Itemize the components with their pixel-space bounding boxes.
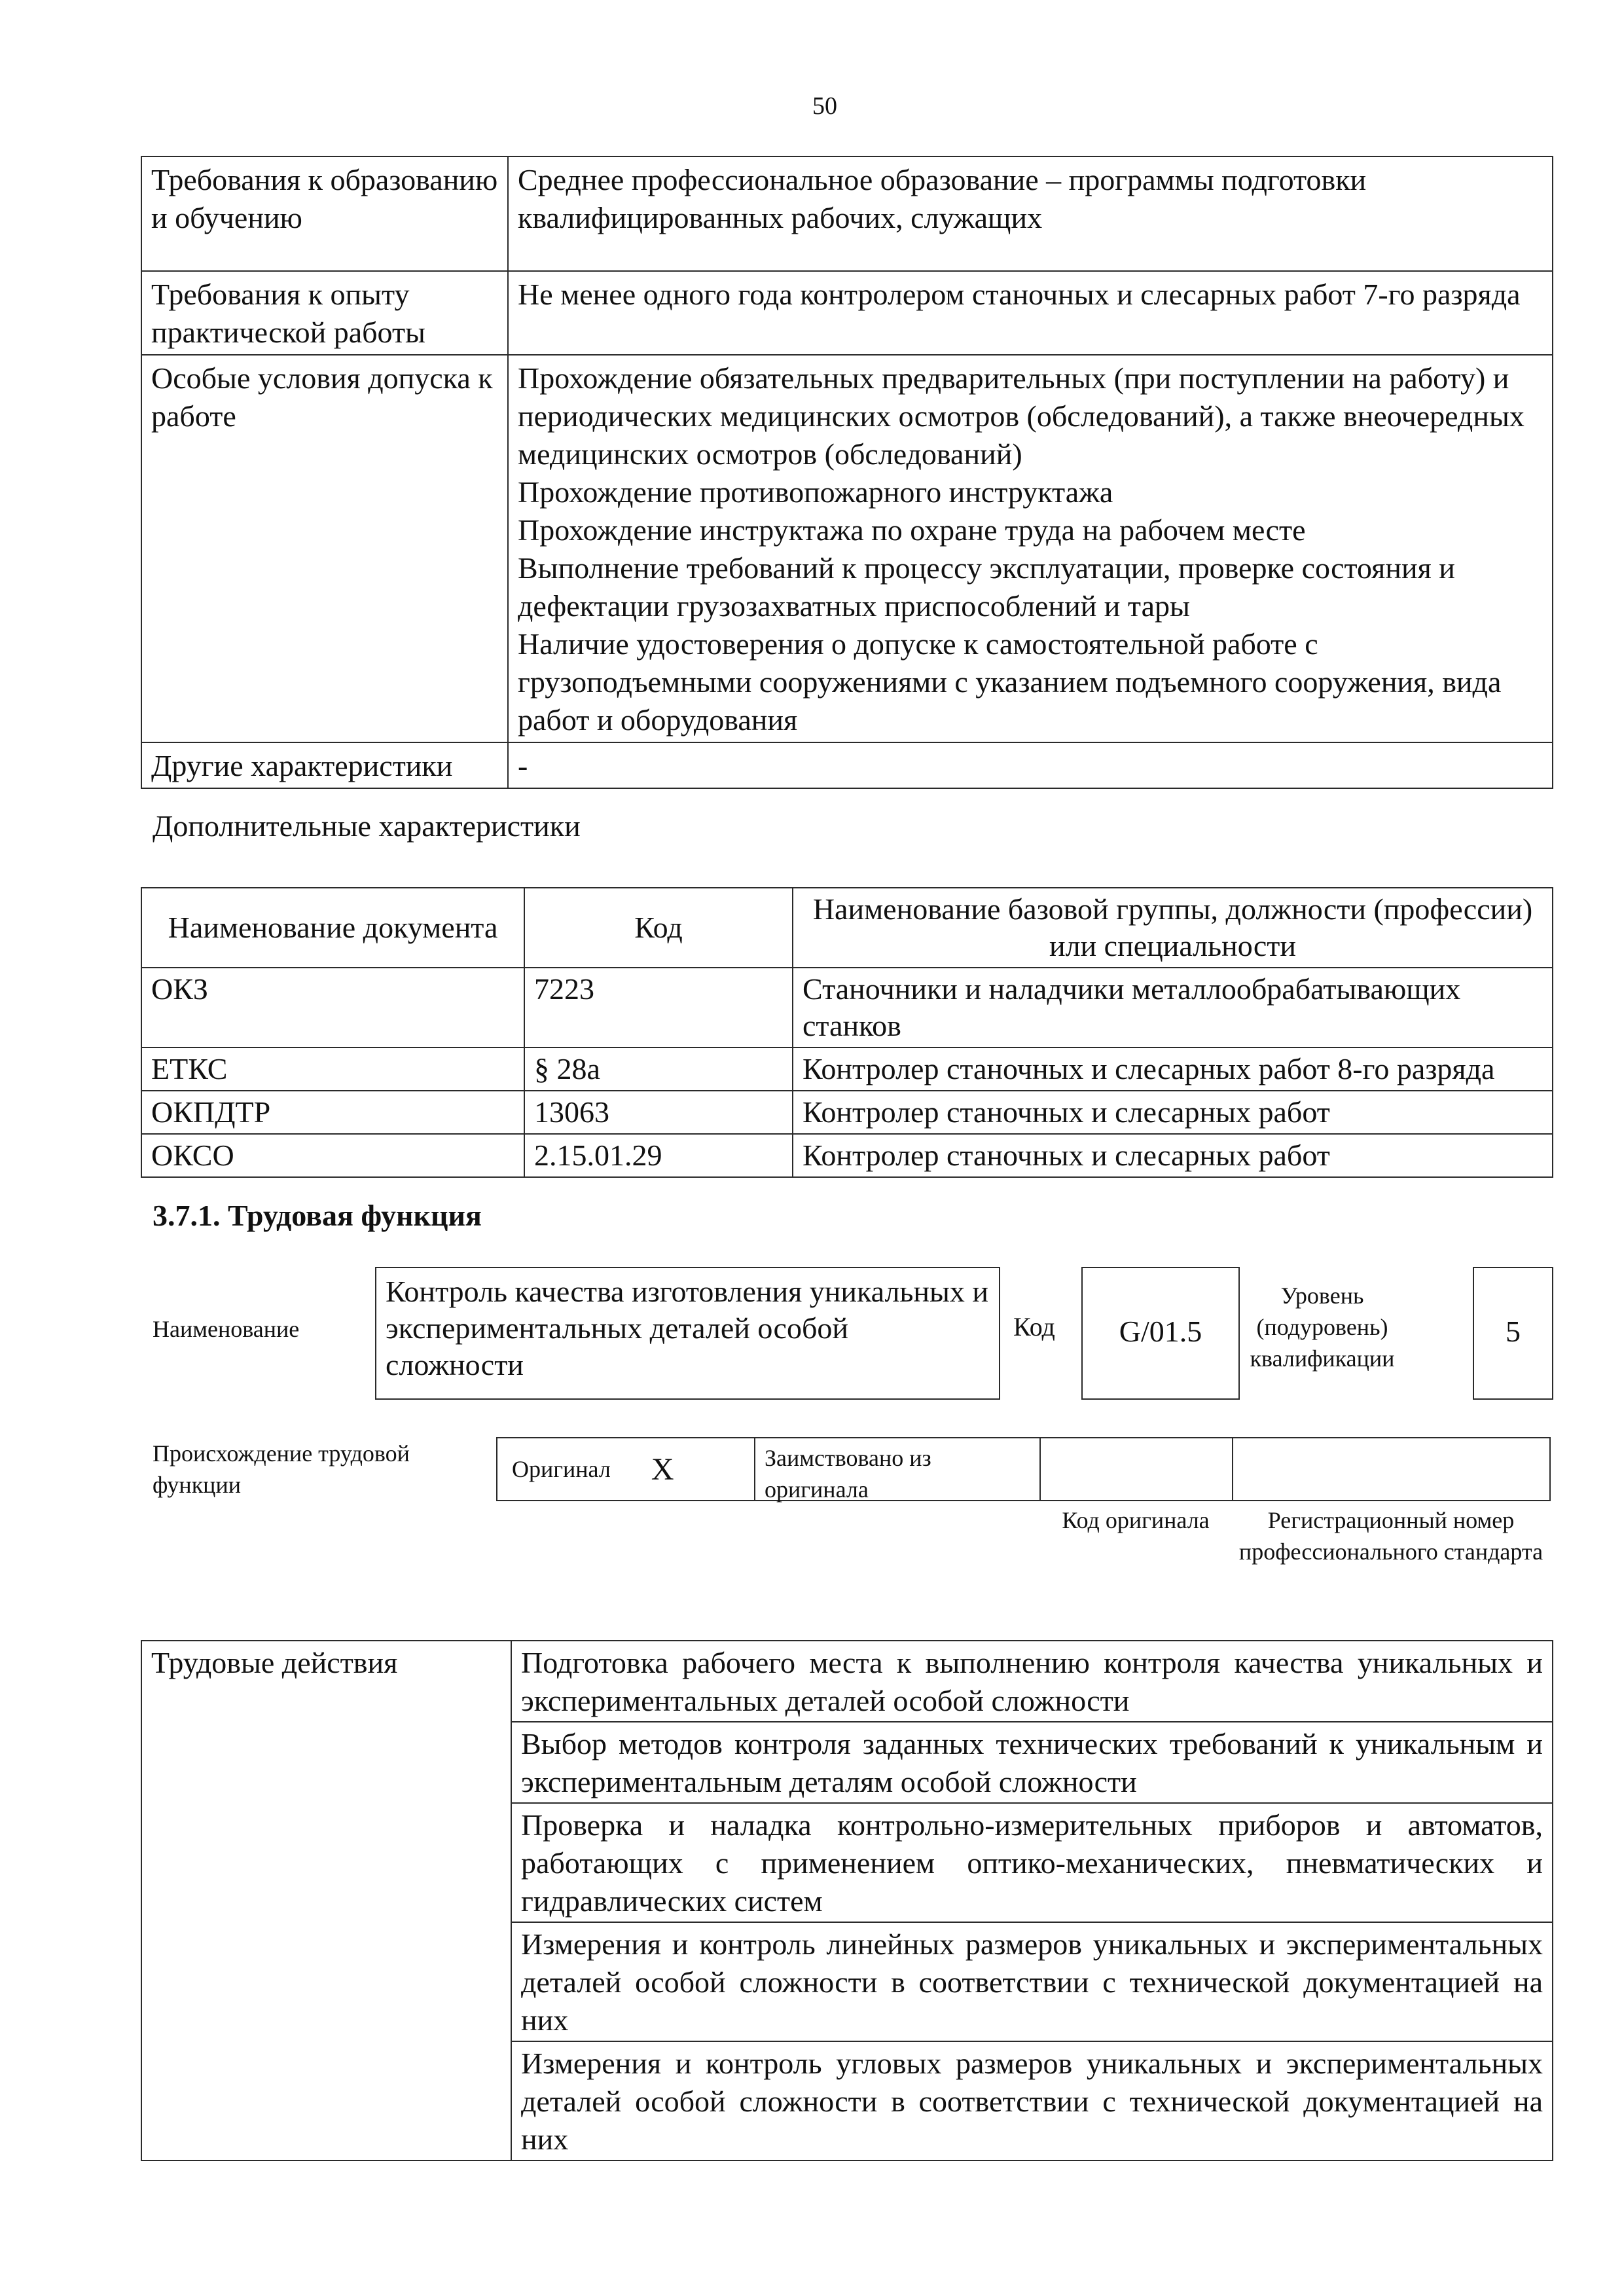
table-row (141, 968, 1553, 1048)
table-cell: ОКПДТР (141, 1091, 524, 1134)
row-value (508, 271, 1553, 355)
reg-number-cell (1232, 1437, 1551, 1501)
section-title: 3.7.1. Трудовая функция (153, 1199, 482, 1232)
table-cell: 2.15.01.29 (524, 1134, 793, 1177)
table-row (141, 1134, 1553, 1177)
table-row (141, 355, 1553, 742)
header-cell: Код (524, 888, 793, 968)
reg-number-label: Регистрационный номер профессионального стандарта (1238, 1507, 1543, 1565)
function-code-box: G/01.5 (1081, 1267, 1240, 1400)
row-value-line: Наличие удостоверения о допуске к самостоятельной работе с грузоподъемными сооружениями с указанием подъемного сооружения, вида работ и оборудования (518, 627, 1502, 737)
row-value-line: - (518, 749, 528, 782)
origin-label: Происхождение трудовой функции (153, 1440, 410, 1498)
labor-action-item: Проверка и наладка контрольно-измерительных приборов и автоматов, работающих с применением оптико-механических, пневматических и гидравлических систем (511, 1803, 1553, 1922)
row-label: Другие характеристики (141, 742, 508, 788)
row-value-line: Прохождение инструктажа по охране труда на рабочем месте (518, 513, 1306, 547)
row-value (508, 742, 1553, 788)
labor-actions-table (141, 1640, 1553, 2161)
function-name-box: Контроль качества изготовления уникальных и экспериментальных деталей особой сложности (375, 1267, 1000, 1400)
row-value (508, 355, 1553, 742)
table-cell: Станочники и наладчики металлообрабатывающих станков (793, 968, 1553, 1048)
table-cell: ОКСО (141, 1134, 524, 1177)
table-header-row (141, 888, 1553, 968)
table-row (141, 1091, 1553, 1134)
labor-action-item: Измерения и контроль угловых размеров уникальных и экспериментальных деталей особой сложности в соответствии с технической документацией на них (511, 2041, 1553, 2160)
table-cell: 13063 (524, 1091, 793, 1134)
code-original-label: Код оригинала (1062, 1507, 1210, 1533)
borrowed-cell: Заимствовано из оригинала (754, 1437, 1041, 1501)
table-cell: Контролер станочных и слесарных работ (793, 1134, 1553, 1177)
row-value-line: Среднее профессиональное образование – программы подготовки квалифицированных рабочих, служащих (518, 163, 1367, 234)
table-cell: Контролер станочных и слесарных работ 8-го разряда (793, 1048, 1553, 1091)
table-row (141, 742, 1553, 788)
row-value (508, 156, 1553, 271)
additional-title: Дополнительные характеристики (153, 809, 581, 843)
page-number: 50 (812, 92, 837, 120)
row-value-line: Выполнение требований к процессу эксплуатации, проверке состояния и дефектации грузозахватных приспособлений и тары (518, 551, 1455, 623)
level-label: Уровень (подуровень) квалификации (1250, 1283, 1395, 1372)
labor-action-item: Измерения и контроль линейных размеров уникальных и экспериментальных деталей особой сложности в соответствии с технической документацией на них (511, 1922, 1553, 2041)
table-cell: ЕТКС (141, 1048, 524, 1091)
row-label: Особые условия допуска к работе (141, 355, 508, 742)
row-label: Требования к опыту практической работы (141, 271, 508, 355)
level-value-box: 5 (1473, 1267, 1553, 1400)
header-cell: Наименование базовой группы, должности (профессии) или специальности (793, 888, 1553, 968)
original-label: Оригинал (512, 1456, 611, 1482)
row-label: Требования к образованию и обучению (141, 156, 508, 271)
labor-action-item: Подготовка рабочего места к выполнению контроля качества уникальных и экспериментальных деталей особой сложности (511, 1641, 1553, 1722)
header-cell: Наименование документа (141, 888, 524, 968)
original-cell (496, 1437, 755, 1501)
requirements-table (141, 156, 1553, 789)
table-row (141, 271, 1553, 355)
code-original-cell (1039, 1437, 1233, 1501)
origin-row (497, 1437, 1553, 1501)
labor-action-item: Выбор методов контроля заданных технических требований к уникальным и экспериментальным деталям особой сложности (511, 1722, 1553, 1803)
table-row (141, 1641, 1553, 1722)
table-cell: ОКЗ (141, 968, 524, 1048)
original-mark: X (651, 1451, 674, 1487)
row-value-line: Прохождение обязательных предварительных (при поступлении на работу) и периодических медицинских осмотров (обследований), а также внеочередных медицинских осмотров (обследований) (518, 361, 1525, 471)
table-cell: 7223 (524, 968, 793, 1048)
table-cell: Контролер станочных и слесарных работ (793, 1091, 1553, 1134)
table-cell: § 28а (524, 1048, 793, 1091)
additional-table (141, 887, 1553, 1178)
row-value-line: Не менее одного года контролером станочных и слесарных работ 7-го разряда (518, 278, 1521, 311)
code-label: Код (1013, 1312, 1055, 1341)
row-value-line: Прохождение противопожарного инструктажа (518, 475, 1113, 509)
table-row (141, 156, 1553, 271)
table-row (141, 1048, 1553, 1091)
labor-actions-label: Трудовые действия (141, 1641, 511, 2160)
name-label: Наименование (153, 1316, 300, 1342)
